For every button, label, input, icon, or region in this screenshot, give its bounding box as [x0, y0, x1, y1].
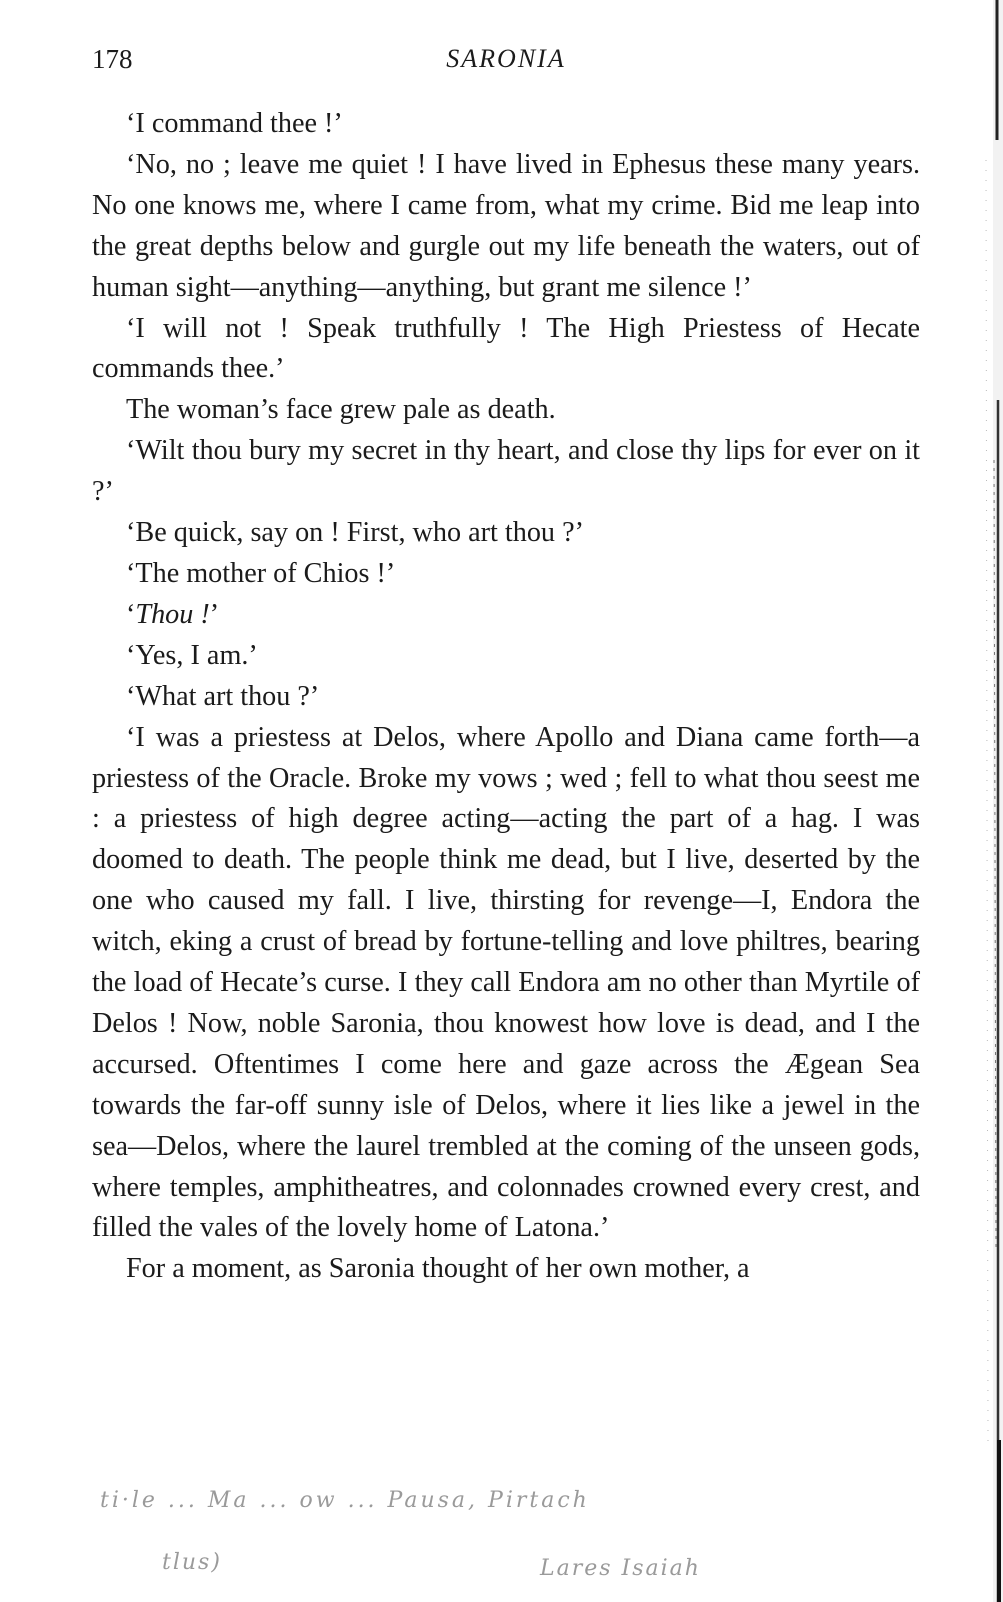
italic-word: Thou ! [135, 598, 210, 630]
paragraph: ‘The mother of Chios !’ [126, 557, 396, 589]
marginalia-line: Lares Isaiah [540, 1556, 701, 1581]
italic-exclamation [92, 595, 920, 636]
page-header [92, 44, 920, 84]
binding-edge [968, 0, 1003, 1602]
paragraph: ‘Wilt thou bury my secret in thy heart, and close thy lips for ever on it ?’ [92, 435, 920, 508]
marginalia-line: ti·le ... Ma ... ow ... Pausa, Pirtach [100, 1488, 590, 1513]
paragraph: ‘What art thou ?’ [126, 680, 320, 712]
paragraph: ‘I will not ! Speak truthfully ! The High Priestess of Hecate commands thee.’ [92, 312, 920, 385]
page-number: 178 [92, 44, 133, 74]
marginalia-line: tlus) [162, 1550, 222, 1575]
paragraph: ‘I was a priestess at Delos, where Apollo and Diana came forth—a priestess of the Oracle. Broke my vows ; wed ; fell to what thou seest me : a priestess of high degree acting—acting the part of a hag. I was doomed to death. The people think me dead, but I live, deserted by the one who caused my fall. I live, thirsting for revenge—I, Endora the witch, eking a crust of bread by fortune-telling and love philtres, bearing the load of Hecate’s curse. I they call Endora am no other than Myrtile of Delos ! Now, noble Saronia, thou knowest how love is dead, and I the accursed. Oftentimes I come here and gaze across the Ægean Sea towards the far-off sunny isle of Delos, where it lies like a jewel in the sea—Delos, where the laurel trembled at the coming of the unseen gods, where temples, amphitheatres, and colonnades crowned every crest, and filled the vales of the lovely home of Latona.’ [92, 721, 920, 1244]
running-title: SARONIA [446, 44, 566, 73]
body-text [92, 104, 920, 1290]
paragraph: ‘Yes, I am.’ [126, 639, 258, 671]
faded-handwritten-marginalia [100, 1488, 930, 1598]
close-quote: ’ [209, 598, 220, 630]
paragraph: The woman’s face grew pale as death. [126, 394, 556, 426]
paragraph: ‘Be quick, say on ! First, who art thou ?’ [126, 517, 584, 549]
paragraph: ‘I command thee !’ [126, 108, 343, 139]
paragraph: For a moment, as Saronia thought of her own mother, a [126, 1253, 750, 1285]
paragraph: ‘No, no ; leave me quiet ! I have lived in Ephesus these many years. No one knows me, where I came from, what my crime. Bid me leap into the great depths below and gurgle out my life beneath the waters, out of human sight—anything—anything, but grant me silence !’ [92, 148, 920, 303]
open-quote: ‘ [126, 598, 136, 630]
